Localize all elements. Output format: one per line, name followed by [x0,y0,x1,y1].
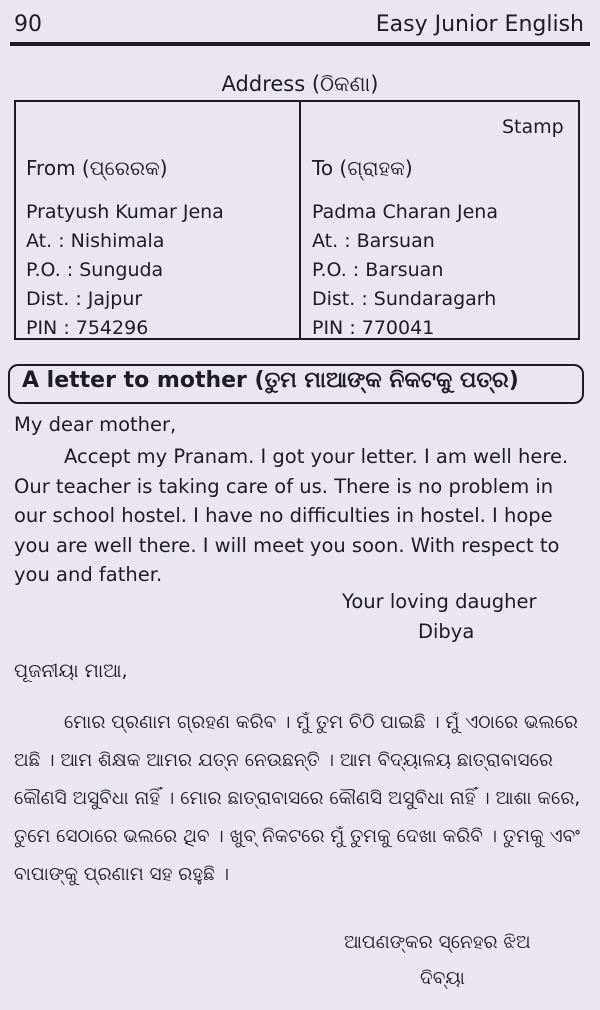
address-divider [299,102,301,338]
to-pin: PIN : 770041 [312,317,435,339]
from-at: At. : Nishimala [26,230,165,252]
from-label: From (ପ୍ରେରକ) [26,156,168,180]
odia-signature: ଦିବ୍ୟା [420,968,465,989]
to-po: P.O. : Barsuan [312,259,444,281]
book-title: Easy Junior English [375,12,584,37]
odia-body [14,704,588,894]
letter-heading: A letter to mother (ତୁମ ମାଆଙ୍କ ନିକଟକୁ ପତ୍ର) [22,368,519,393]
odia-sign-off: ଆପଣଙ୍କର ସ୍ନେହର ଝିଅ [344,932,531,953]
header-rule [10,42,590,46]
letter-body [14,442,586,590]
to-at: At. : Barsuan [312,230,435,252]
from-name: Pratyush Kumar Jena [26,201,224,223]
from-address [26,198,224,343]
to-label: To (ଗ୍ରାହକ) [312,156,413,180]
letter-signature: Dibya [418,620,475,643]
address-title: Address (ଠିକଣା) [221,72,379,96]
stamp-label: Stamp [502,116,564,138]
from-po: P.O. : Sunguda [26,259,164,281]
letter-body-text: Accept my Pranam. I got your letter. I am well here. Our teacher is taking care of us. There is no problem in our school hostel. I have no difficulties in hostel. I hope you are well there. I will meet you soon. With respect to you and father. [14,445,569,586]
from-pin: PIN : 754296 [26,317,149,339]
to-dist: Dist. : Sundaragarh [312,288,497,310]
page-number: 90 [14,12,42,37]
odia-body-text: ମୋର ପ୍ରଣାମ ଗ୍ରହଣ କରିବ । ମୁଁ ତୁମ ଚିଠି ପାଇଛି । ମୁଁ ଏଠାରେ ଭଲରେ ଅଛି । ଆମ ଶିକ୍ଷକ ଆମର ଯତ୍ନ ନେଉଛନ୍ତି । ଆମ ବିଦ୍ୟାଳୟ ଛାତ୍ରାବାସରେ କୌଣସି ଅସୁବିଧା ନାହିଁ । ମୋର ଛାତ୍ରାବାସରେ କୌଣସି ଅସୁବିଧା ନାହିଁ । ଆଶା କରେ, ତୁମେ ସେଠାରେ ଭଲରେ ଥିବ । ଖୁବ୍ ନିକଟରେ ମୁଁ ତୁମକୁ ଦେଖା କରିବି । ତୁମକୁ ଏବଂ ବାପାଙ୍କୁ ପ୍ରଣାମ ସହ ରହୁଛି । [14,712,581,885]
from-dist: Dist. : Jajpur [26,288,143,310]
to-name: Padma Charan Jena [312,201,498,223]
to-address [312,198,498,343]
letter-sign-off: Your loving daugher [342,590,537,613]
odia-greeting: ପୂଜନୀୟା ମାଆ, [14,660,128,682]
letter-greeting: My dear mother, [14,413,177,436]
